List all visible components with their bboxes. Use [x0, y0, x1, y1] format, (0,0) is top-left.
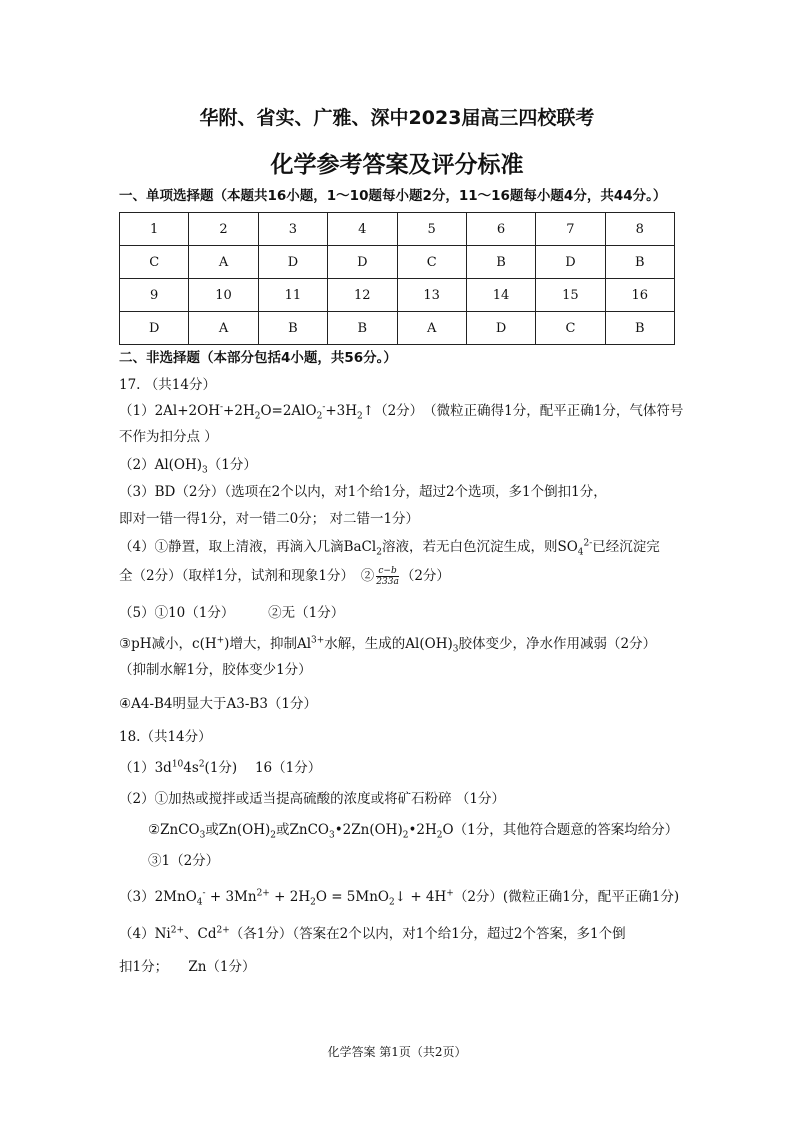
answer-cell: B — [328, 312, 397, 345]
answer-cell: B — [605, 312, 674, 345]
q17-part5-line: （5）①10（1分） ②无（1分） — [119, 605, 345, 621]
question-number: 11 — [258, 279, 327, 312]
question-number: 3 — [258, 213, 327, 246]
answer-cell: C — [397, 246, 466, 279]
question-number: 14 — [466, 279, 535, 312]
question-number: 15 — [536, 279, 605, 312]
page-subtitle: 化学参考答案及评分标准 — [270, 152, 524, 178]
q17-part5-4: ④A4-B4明显大于A3-B3（1分） — [119, 696, 318, 712]
question-number: 9 — [120, 279, 189, 312]
question-number: 7 — [536, 213, 605, 246]
question-number: 4 — [328, 213, 397, 246]
question-number: 12 — [328, 279, 397, 312]
q17-part3-note: 即对一错一得1分，对一错二0分； 对二错一1分） — [119, 511, 420, 527]
answer-cell: B — [605, 246, 674, 279]
q18-part4-cont: 扣1分； Zn（1分） — [119, 959, 256, 975]
q17-part4-cont: 全（2分）（取样1分，试剂和现象1分） ② $\frac{c-b}{233a}$ （2分） — [119, 566, 450, 587]
answer-cell: C — [536, 312, 605, 345]
answer-cell: A — [189, 246, 258, 279]
question-number: 8 — [605, 213, 674, 246]
table-row — [120, 246, 675, 279]
question-number: 6 — [466, 213, 535, 246]
answer-cell: A — [397, 312, 466, 345]
q18-part4-line: $(4)Ni^{2+}$、$Cd^{2+}$（各1分）（答案在2个以内，对1个给1分，超过2个答案，多1个倒 — [119, 925, 626, 942]
question-number: 10 — [189, 279, 258, 312]
q18-heading: 18.（共14分） — [119, 729, 212, 745]
section-2-heading: 二、非选择题（本部分包括4小题，共56分。） — [119, 350, 397, 366]
answer-cell: D — [536, 246, 605, 279]
q17-part1-line: $(1)2Al+2OH^-+2H_2O=2AlO_2^-+3H_2↑(2$分） （微粒正确得1分，配平正确1分，气体符号 — [119, 402, 684, 422]
q17-part3-line: （3）BD（2分）（选项在2个以内，对1个给1分，超过2个选项，多1个倒扣1分， — [119, 484, 607, 500]
table-row — [120, 279, 675, 312]
answer-cell: D — [466, 312, 535, 345]
answer-cell: A — [189, 312, 258, 345]
q18-part2-2: ②ZnCO$_3$或$Zn(OH)_2$或$ZnCO_3•2Zn(OH)_2•2H_2O(1$分，其他符合题意的答案均给分） — [148, 822, 679, 841]
question-number: 13 — [397, 279, 466, 312]
answer-cell: B — [466, 246, 535, 279]
question-number: 1 — [120, 213, 189, 246]
table-row — [120, 213, 675, 246]
answer-cell: B — [258, 312, 327, 345]
answer-table — [119, 212, 675, 345]
question-number: 2 — [189, 213, 258, 246]
q18-part1-line: $(1)3d^{10}4s^2(1$分) 16（1分） — [119, 759, 322, 776]
q17-part4-line: （4）①静置，取上清液，再滴入几滴BaCl$_2$溶液，若无白色沉淀生成，则$SO_4^{2-}$已经沉淀完 — [119, 538, 660, 558]
answer-cell: D — [258, 246, 327, 279]
fraction: $\frac{c-b}{233a}$ — [376, 566, 399, 587]
question-number: 16 — [605, 279, 674, 312]
page-footer: 化学答案 第1页（共2页） — [327, 1045, 467, 1059]
q18-part2-3: ③1（2分） — [148, 853, 220, 869]
q17-part1-note: 不作为扣分点 ） — [119, 429, 218, 445]
q18-part3-line: $(3)2MnO_4^- + 3Mn^{2+} + 2H_2O$ = 5MnO$_2$↓ + 4H+（2分）(微粒正确1分，配平正确1分) — [119, 888, 680, 908]
q17-heading: 17. （共14分） — [119, 377, 216, 393]
q17-part5-3-note: （抑制水解1分，胶体变少1分） — [119, 662, 312, 678]
section-1-heading: 一、单项选择题（本题共16小题，1～10题每小题2分，11～16题每小题4分，共44分。） — [119, 188, 667, 204]
page-title: 华附、省实、广雅、深中2023届高三四校联考 — [199, 107, 595, 129]
question-number: 5 — [397, 213, 466, 246]
q17-part5-3: ③pH减小，c(H+)增大，抑制$Al^{3+}$水解，生成的$Al(OH)_3$胶体变少，净水作用减弱（2分） — [119, 635, 657, 655]
q17-part2-line: $(2)Al(OH)_3(1$分） — [119, 457, 257, 476]
q18-part2-line: （2）①加热或搅拌或适当提高硫酸的浓度或将矿石粉碎 （1分） — [119, 791, 505, 807]
answer-cell: C — [120, 246, 189, 279]
answer-cell: D — [120, 312, 189, 345]
table-row — [120, 312, 675, 345]
answer-cell: D — [328, 246, 397, 279]
